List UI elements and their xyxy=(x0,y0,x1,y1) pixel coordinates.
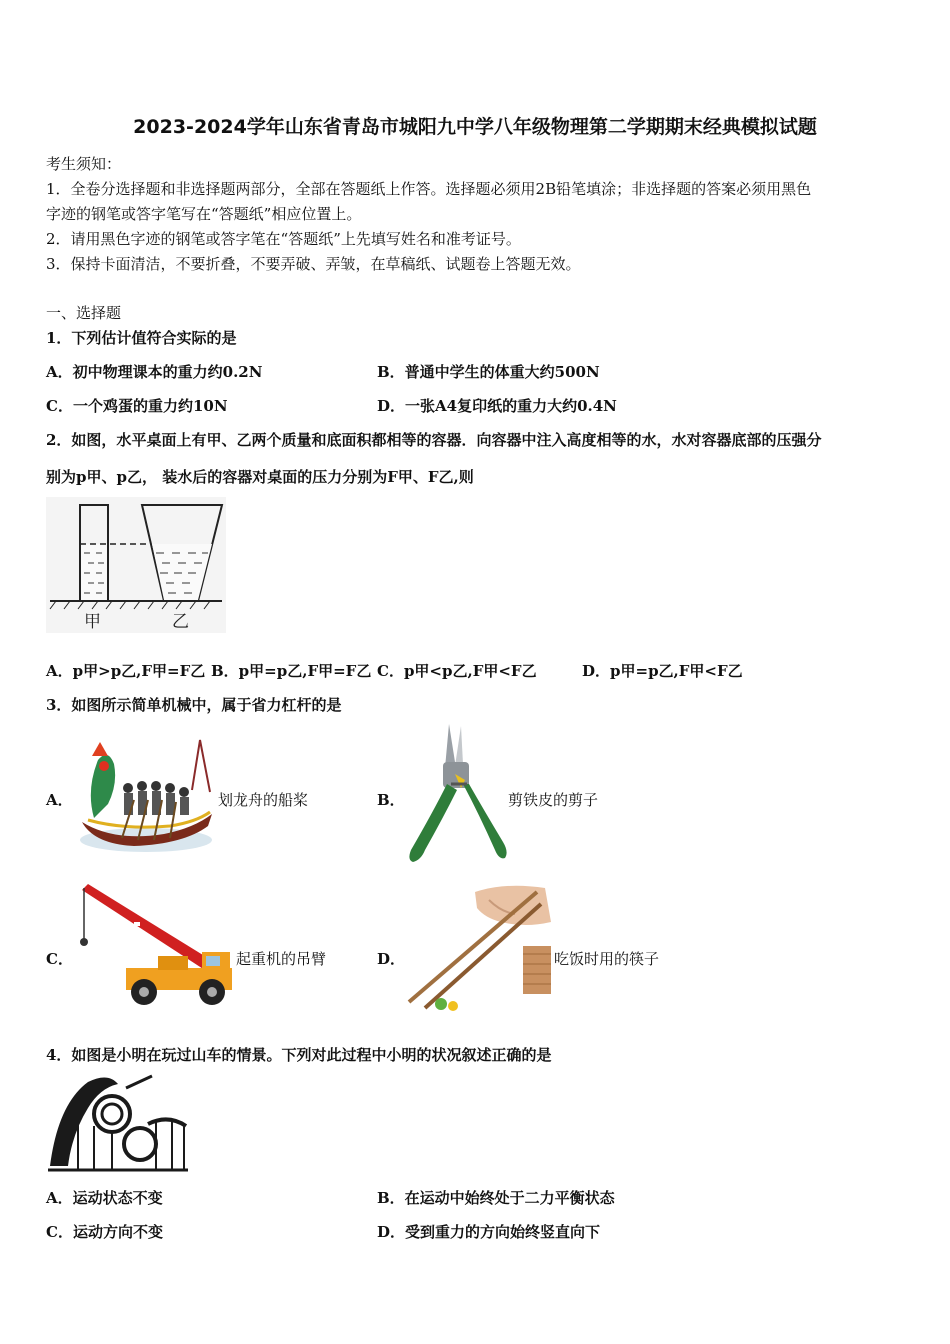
section-heading: 一、选择题 xyxy=(46,304,122,322)
q3-option-c-text: 起重机的吊臂 xyxy=(236,950,327,968)
notice-item: 1．全卷分选择题和非选择题两部分，全部在答题纸上作答。选择题必须用2B铅笔填涂；非选择题的答案必须用黑色 xyxy=(46,180,812,198)
q3-option-b-letter: B． xyxy=(377,791,405,809)
q3-option-c-letter: C． xyxy=(46,950,73,968)
containers-figure xyxy=(46,497,226,633)
q3-option-b-text: 剪铁皮的剪子 xyxy=(508,791,599,809)
q4-option-b: B．在运动中始终处于二力平衡状态 xyxy=(377,1189,615,1207)
page-title: 2023-2024学年山东省青岛市城阳九中学八年级物理第二学期期末经典模拟试题 xyxy=(133,116,817,138)
dragon-boat-image xyxy=(74,730,216,856)
notice-heading: 考生须知： xyxy=(46,155,122,173)
q3-option-d-letter: D． xyxy=(377,950,406,968)
q3-option-a-text: 划龙舟的船桨 xyxy=(218,791,309,809)
q4-option-a: A．运动状态不变 xyxy=(46,1189,163,1207)
q1-stem: 1．下列估计值符合实际的是 xyxy=(46,329,237,347)
q1-option-b: B．普通中学生的体重大约500N xyxy=(377,363,600,381)
q2-option-b: B．p甲=p乙,F甲=F乙 xyxy=(211,662,372,680)
q1-option-d: D．一张A4复印纸的重力大约0.4N xyxy=(377,397,617,415)
q4-stem: 4．如图是小明在玩过山车的情景。下列对此过程中小明的状况叙述正确的是 xyxy=(46,1046,552,1064)
notice-item: 2．请用黑色字迹的钢笔或答字笔在“答题纸”上先填写姓名和准考证号。 xyxy=(46,230,521,248)
crane-image xyxy=(74,882,236,1010)
label-yi: 乙 xyxy=(172,612,189,632)
q2-stem-line2: 别为p甲、p乙， 装水后的容器对桌面的压力分别为F甲、F乙,则 xyxy=(46,468,474,486)
q3-stem: 3．如图所示简单机械中，属于省力杠杆的是 xyxy=(46,696,342,714)
q3-option-a-letter: A． xyxy=(46,791,73,809)
q3-option-d-text: 吃饭时用的筷子 xyxy=(554,950,660,968)
roller-coaster-image xyxy=(48,1074,188,1172)
notice-item: 字迹的钢笔或答字笔写在“答题纸”相应位置上。 xyxy=(46,205,362,223)
q2-stem-line1: 2．如图，水平桌面上有甲、乙两个质量和底面积都相等的容器．向容器中注入高度相等的水，水对容器底部的压强分 xyxy=(46,431,822,449)
q4-option-c: C．运动方向不变 xyxy=(46,1223,163,1241)
q4-option-d: D．受到重力的方向始终竖直向下 xyxy=(377,1223,601,1241)
q2-option-d: D．p甲=p乙,F甲<F乙 xyxy=(582,662,743,680)
chopsticks-image xyxy=(405,882,551,1012)
q2-option-c: C．p甲<p乙,F甲<F乙 xyxy=(377,662,537,680)
label-jia: 甲 xyxy=(84,612,101,632)
q1-option-a: A．初中物理课本的重力约0.2N xyxy=(46,363,263,381)
notice-item: 3．保持卡面清洁，不要折叠，不要弄破、弄皱，在草稿纸、试题卷上答题无效。 xyxy=(46,255,581,273)
tin-snips-image xyxy=(403,722,507,864)
q2-option-a: A．p甲>p乙,F甲=F乙 xyxy=(46,662,206,680)
q1-option-c: C．一个鸡蛋的重力约10N xyxy=(46,397,228,415)
